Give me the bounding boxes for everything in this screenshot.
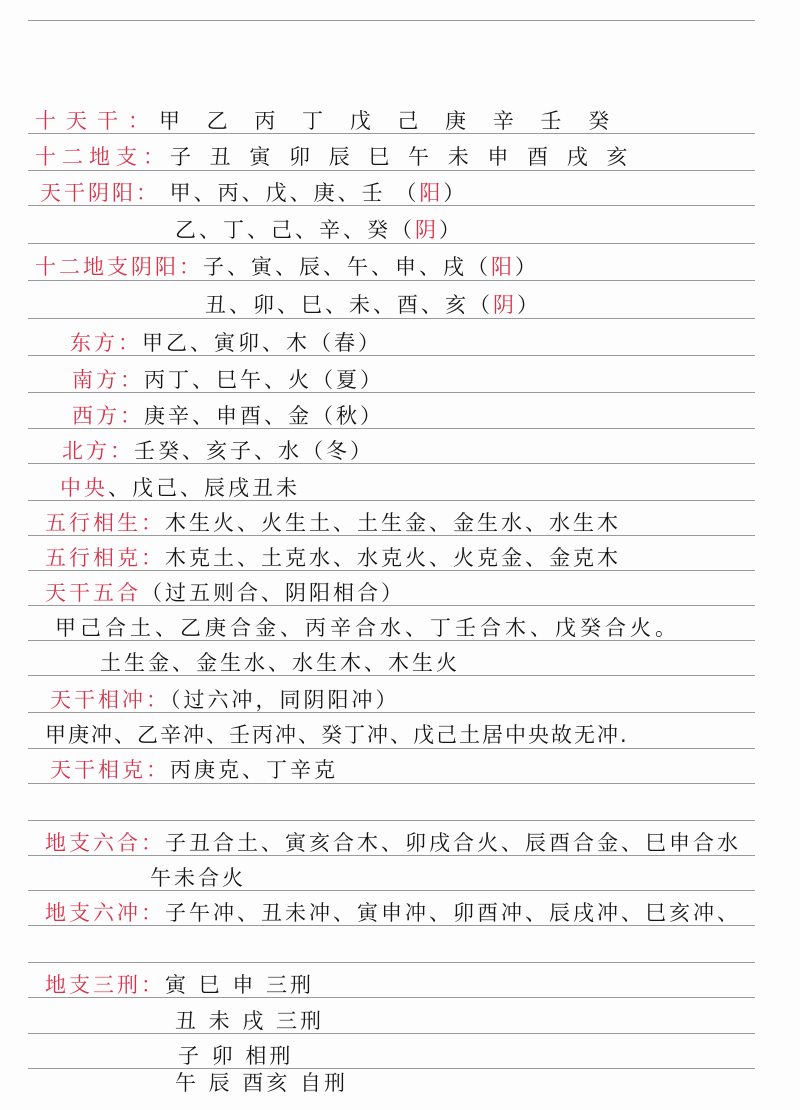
ruled-line [28,820,755,821]
note-line [178,1043,293,1069]
note-text: 丙庚克、丁辛克 [170,758,338,782]
note-heading: 十天干： [35,109,159,133]
note-heading: 天干阴阳： [40,181,160,205]
note-line [100,650,460,676]
note-heading: 五行相克： [45,546,165,570]
ruled-line [28,962,755,963]
note-heading: 南方： [72,368,144,392]
note-heading: 天干五合 [45,581,141,605]
note-text: 丙丁、巳午、火（夏） [144,368,384,392]
note-line [60,475,300,501]
note-text: 子 卯 相刑 [178,1044,294,1068]
note-text-end: ） [439,218,463,242]
note-text: 甲乙、寅卯、木（春） [142,331,382,355]
note-line [205,292,541,318]
ruled-line [28,170,755,171]
note-text: 甲庚冲、乙辛冲、壬丙冲、癸丁冲、戊己土居中央故无冲. [45,723,629,747]
note-text-end: ） [515,255,539,279]
note-line [50,687,400,713]
ruled-line [28,1068,755,1069]
ruled-line [28,1033,755,1034]
ruled-line [28,318,755,319]
note-line [40,180,467,206]
note-text: （过六冲，同阴阳冲） [170,688,400,712]
note-text-end: ） [443,181,468,205]
note-line [150,865,246,891]
note-heading: 天干相冲： [50,688,170,712]
note-text: 午未合火 [150,866,246,890]
note-line [35,108,619,134]
note-line [45,722,629,748]
note-line [45,545,621,571]
note-line [45,510,621,536]
note-line [45,900,741,926]
note-line [35,144,633,170]
note-text: 甲 乙 丙 丁 戊 己 庚 辛 壬 癸 [159,109,620,133]
note-text: 甲己合土、乙庚合金、丙辛合水、丁壬合木、戊癸合火。 [55,616,680,640]
note-heading: 地支六合： [45,831,165,855]
note-text: 午 辰 酉亥 自刑 [175,1071,349,1095]
note-text: 庚辛、申酉、金（秋） [144,404,384,428]
note-heading: 西方： [72,404,144,428]
note-text: 子丑合土、寅亥合木、卯戌合火、辰酉合金、巳申合水 [165,831,741,855]
ruled-line [28,890,755,891]
note-heading: 东方： [70,331,142,355]
note-line [70,330,382,356]
note-text: 土生金、金生水、水生木、木生火 [100,651,460,675]
note-heading: 中央 [60,476,108,500]
note-line [45,830,741,856]
note-line [175,1008,324,1034]
note-text: 丑 未 戌 三刑 [175,1009,325,1033]
note-line [35,254,539,280]
yin-yang-mark: 阴 [493,293,517,317]
note-text: 、戊己、辰戌丑未 [108,476,300,500]
note-text: 子午冲、丑未冲、寅申冲、卯酉冲、辰戌冲、巳亥冲、 [165,901,741,925]
note-text: 木生火、火生土、土生金、金生水、水生木 [165,511,621,535]
note-line [50,757,338,783]
note-text: 寅 巳 申 三刑 [165,973,315,997]
note-text: 丑、卯、巳、未、酉、亥（ [205,293,493,317]
note-line [45,972,314,998]
yin-yang-mark: 阴 [415,218,439,242]
note-text: 子 丑 寅 卯 辰 巳 午 未 申 酉 戌 亥 [170,145,634,169]
note-heading: 地支六冲： [45,901,165,925]
ruled-line [28,243,755,244]
note-line [72,403,384,429]
note-text: 木克土、土克水、水克火、火克金、金克木 [165,546,621,570]
note-heading: 天干相克： [50,758,170,782]
note-line [175,217,463,243]
note-heading: 地支三刑： [45,973,165,997]
note-text: 子、寅、辰、午、申、戌（ [203,255,491,279]
note-heading: 五行相生： [45,511,165,535]
note-heading: 十二地支阴阳： [35,255,203,279]
ruled-line [28,783,755,784]
note-heading: 十二地支： [35,145,170,169]
note-line [175,1070,348,1096]
note-line [62,438,374,464]
note-line [45,580,405,606]
yin-yang-mark: 阳 [419,181,444,205]
ruled-line [28,748,755,749]
note-text: 甲、丙、戊、庚、壬 （ [160,181,420,205]
note-text-end: ） [517,293,541,317]
note-line [72,367,384,393]
note-text: （过五则合、阴阳相合） [141,581,405,605]
note-line [55,615,680,641]
note-text: 壬癸、亥子、水（冬） [134,439,374,463]
note-text: 乙、丁、己、辛、癸（ [175,218,415,242]
note-heading: 北方： [62,439,134,463]
yin-yang-mark: 阳 [491,255,515,279]
ruled-line [28,20,755,21]
ruled-line [28,280,755,281]
